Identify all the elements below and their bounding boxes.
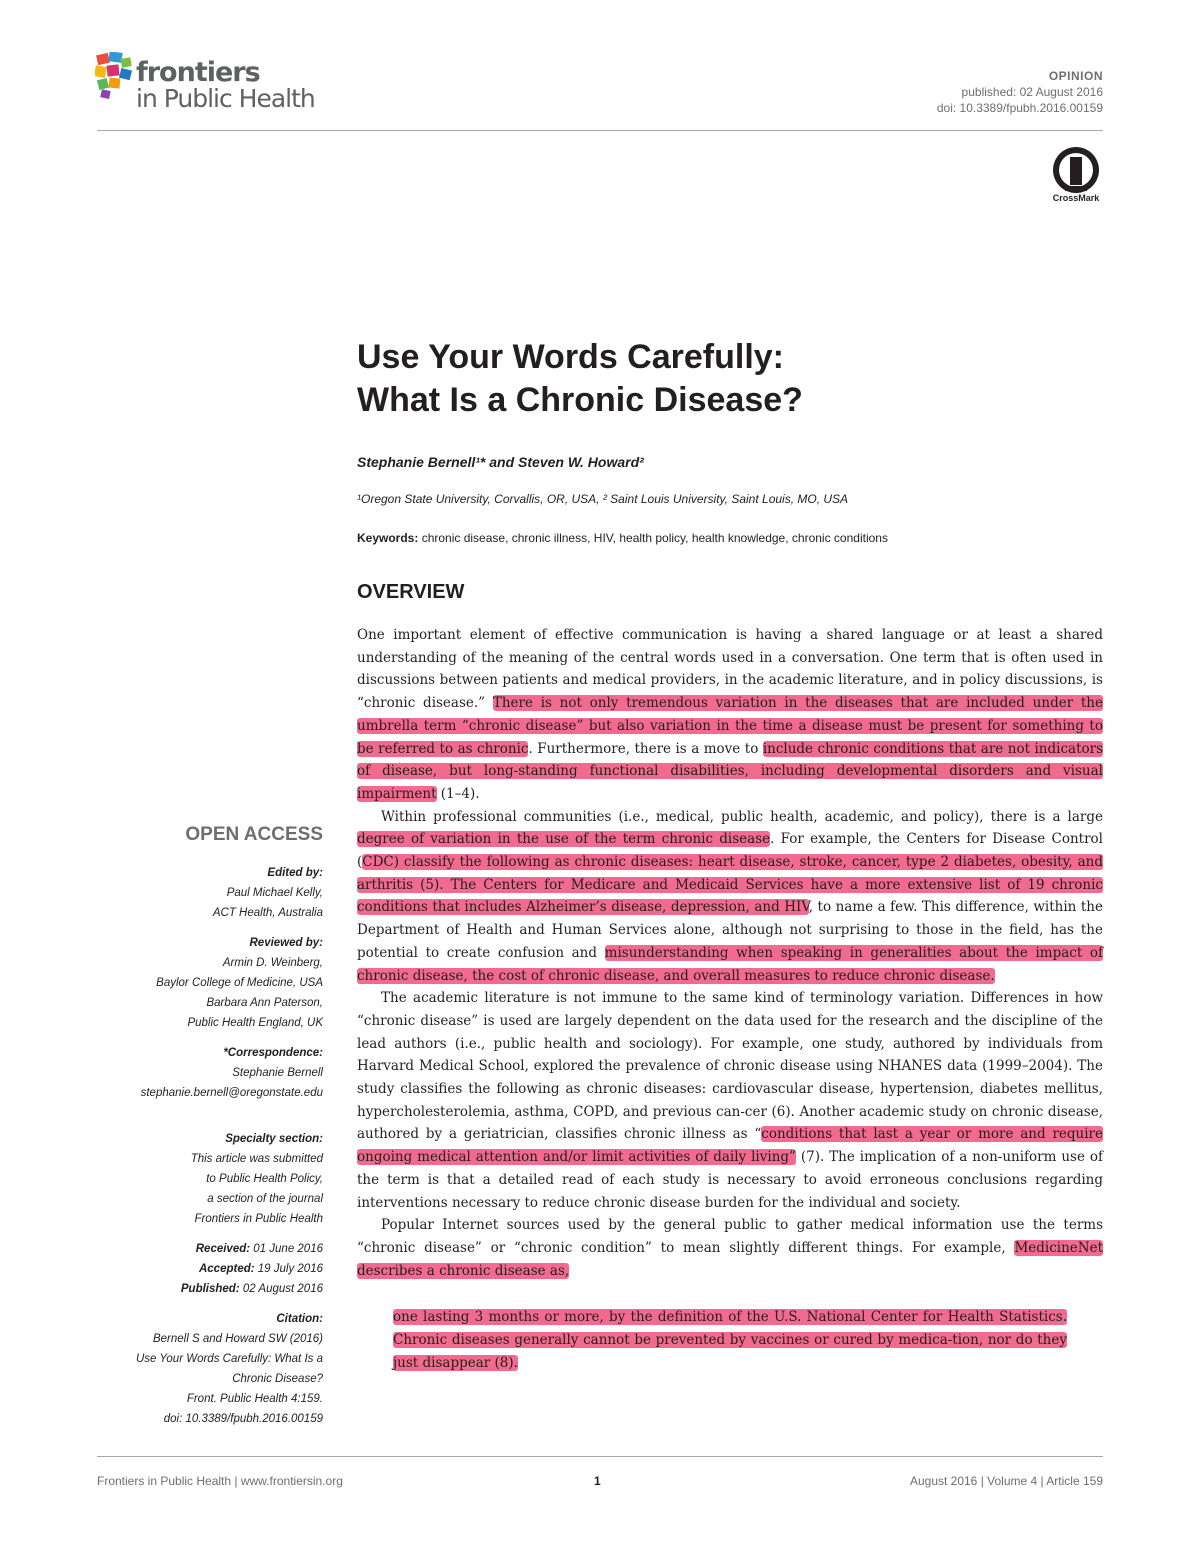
highlight[interactable]: CDC) classify the following as chronic diseases: heart disease, stroke, cancer, type 2 diabetes, obesity, and arthritis (5). The Centers for Medicare and Medicaid Services have a more extensive list of 19 chronic conditions that includes Alzheimer’s disease, depression, and HIV (357, 854, 1103, 916)
paragraph-2 (357, 806, 1103, 988)
title-line-2: What Is a Chronic Disease? (357, 381, 803, 419)
page-number: 1 (594, 1474, 601, 1488)
paragraph-1 (357, 624, 1103, 806)
citation-line: Bernell S and Howard SW (2016) (152, 1333, 323, 1345)
editor-affiliation: ACT Health, Australia (212, 907, 323, 919)
open-access-label: OPEN ACCESS (185, 824, 323, 845)
correspondence-name: Stephanie Bernell (232, 1067, 323, 1079)
footer-rule (97, 1456, 1103, 1457)
sidebar (83, 821, 323, 1439)
brand-name: frontiers (136, 57, 260, 88)
highlight[interactable]: one lasting 3 months or more, by the definition of the U.S. National Center for Health Statistics. Chronic diseases generally cannot be prevented by vaccines or cured by medica-tion, nor do they just disappear (8). (393, 1309, 1067, 1371)
highlight[interactable]: There is not only tremendous variation in the diseases that are included under the umbrella term “chronic disease” but also variation in the time a disease must be present for something to be referred to as chronic (357, 695, 1103, 757)
title-line-1: Use Your Words Carefully: (357, 338, 784, 376)
authors: Stephanie Bernell¹* and Steven W. Howard² (357, 454, 644, 470)
published-date: published: 02 August 2016 (961, 85, 1103, 99)
journal-logo-text (136, 57, 315, 113)
block-quote (393, 1306, 1067, 1374)
received-date: Received: 01 June 2016 (195, 1243, 323, 1255)
keywords-list: chronic disease, chronic illness, HIV, health policy, health knowledge, chronic conditions (418, 531, 888, 545)
edited-by-label: Edited by: (267, 867, 323, 879)
footer-journal[interactable]: Frontiers in Public Health | www.frontiersin.org (97, 1474, 343, 1488)
reviewer-name: Barbara Ann Paterson, (206, 997, 323, 1009)
text-run: Popular Internet sources used by the general public to gather medical information use the terms “chronic disease” or “chronic condition” to mean slightly different things. For example, (357, 1217, 1103, 1256)
citation (83, 1309, 323, 1429)
specialty-section (83, 1129, 323, 1229)
reviewer-name: Armin D. Weinberg, (222, 957, 323, 969)
keywords-label: Keywords: (357, 531, 419, 545)
reviewed-by-label: Reviewed by: (249, 937, 323, 949)
reviewed-by (83, 933, 323, 1033)
text-run: (7). The implication of a non-uniform use of the term is that a detailed read of each study is necessary to avoid erroneous conclusions regarding interventions necessary to reduce chronic disease burden for the individual and society. (357, 1149, 1103, 1211)
citation-line: Chronic Disease? (232, 1373, 323, 1385)
citation-label: Citation: (276, 1313, 323, 1325)
correspondence-email[interactable]: stephanie.bernell@oregonstate.edu (140, 1087, 323, 1099)
highlight[interactable]: degree of variation in the use of the term chronic disease (357, 831, 771, 848)
citation-line: Front. Public Health 4:159. (186, 1393, 323, 1405)
correspondence (83, 1043, 323, 1103)
correspondence-label: *Correspondence: (223, 1047, 323, 1059)
text-run: , to name a few. This difference, within the Department of Health and Human Services alone, although not surprising to those in the field, has the potential to create confusion and (357, 899, 1103, 961)
reviewer-affiliation: Baylor College of Medicine, USA (156, 977, 323, 989)
specialty-line: This article was submitted (190, 1153, 323, 1165)
accepted-date: Accepted: 19 July 2016 (198, 1263, 323, 1275)
specialty-label: Specialty section: (225, 1133, 323, 1145)
specialty-line: to Public Health Policy, (206, 1173, 323, 1185)
journal-name: in Public Health (136, 84, 315, 113)
doi: doi: 10.3389/fpubh.2016.00159 (936, 101, 1103, 115)
text-run: . Furthermore, there is a move to (528, 740, 763, 757)
text-run: (1–4). (436, 785, 480, 802)
footer-issue: August 2016 | Volume 4 | Article 159 (909, 1474, 1103, 1488)
text-run: One important element of effective communication is having a shared language or at least a shared understanding of the meaning of the central words used in a conversation. One term that is often used in discussions between patients and medical providers, in the academic literature, and in policy discussions, is “chronic disease.” (357, 627, 1103, 712)
text-run: The academic literature is not immune to the same kind of terminology variation. Differences in how “chronic disease” is used are largely dependent on the data used for the research and the discipline of the lead authors (i.e., public health and sociology). For example, one study, authored by individuals from Harvard Medical School, explored the prevalence of chronic disease using NHANES data (1999–2004). The study classifies the following as chronic diseases: cardiovascular disease, hypertension, diabetes mellitus, hypercholesterolemia, asthma, COPD, and previous can-cer (6). Another academic study on chronic disease, authored by a geriatrician, classifies chronic illness as “ (357, 990, 1103, 1143)
published-date-sidebar: Published: 02 August 2016 (180, 1283, 323, 1295)
crossmark-label[interactable]: CrossMark (1052, 193, 1100, 203)
specialty-line: a section of the journal (207, 1193, 323, 1205)
citation-line[interactable]: doi: 10.3389/fpubh.2016.00159 (163, 1413, 323, 1425)
highlight[interactable]: MedicineNet describes a chronic disease as, (357, 1239, 1103, 1279)
text-run: Within professional communities (i.e., medical, public health, academic, and policy), there is a large (381, 808, 1103, 825)
dates (83, 1239, 323, 1299)
header-rule (97, 130, 1103, 131)
citation-line: Use Your Words Carefully: What Is a (135, 1353, 323, 1365)
article-title (357, 336, 1103, 422)
highlight[interactable]: include chronic conditions that are not indicators of disease, but long-standing functional disabilities, including developmental disorders and visual impairment (357, 740, 1104, 802)
specialty-line: Frontiers in Public Health (194, 1213, 323, 1225)
editor-name: Paul Michael Kelly, (226, 887, 323, 899)
paragraph-4 (357, 1214, 1103, 1282)
section-heading: OVERVIEW (357, 581, 465, 603)
keywords (357, 531, 888, 545)
article-type: OPINION (1048, 69, 1103, 83)
reviewer-affiliation: Public Health England, UK (187, 1017, 323, 1029)
highlight[interactable]: conditions that last a year or more and require ongoing medical attention and/or limit activities of daily living” (357, 1126, 1103, 1166)
article-body (357, 624, 1103, 1375)
highlight[interactable]: misunderstanding when speaking in generalities about the impact of chronic disease, the cost of chronic disease, and overall measures to reduce chronic disease. (357, 944, 1103, 984)
edited-by (83, 863, 323, 923)
affiliations: ¹Oregon State University, Corvallis, OR, USA, ² Saint Louis University, Saint Louis, MO, USA (357, 492, 849, 506)
article-meta (937, 68, 1103, 116)
paragraph-3 (357, 987, 1103, 1214)
text-run: . For example, the Centers for Disease Control ( (357, 831, 1103, 871)
